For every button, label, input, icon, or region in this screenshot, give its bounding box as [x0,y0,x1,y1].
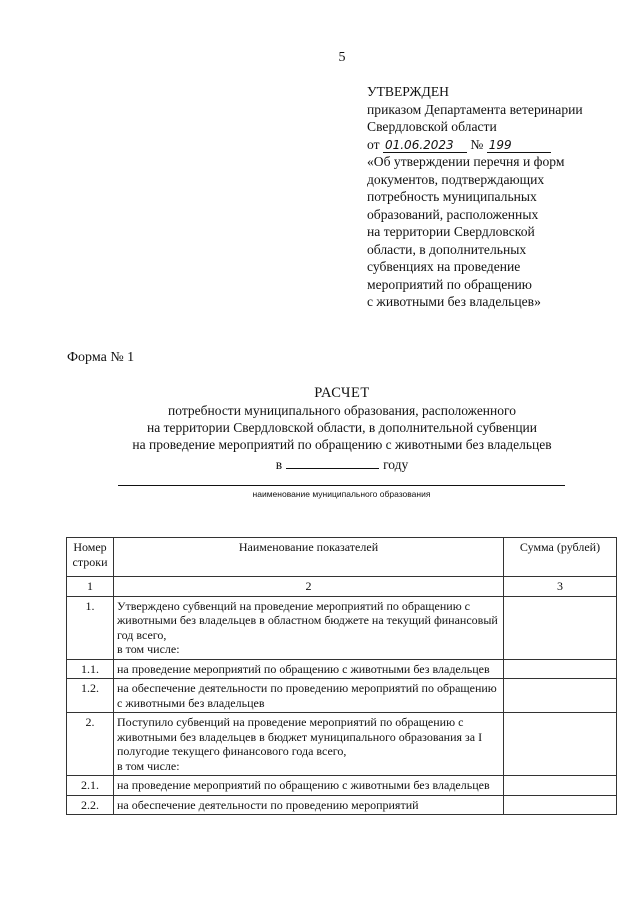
table-row [67,659,617,679]
handwritten-date: 01.06.2023 [383,139,467,153]
handwritten-number: 199 [487,139,551,153]
calculation-table [66,537,617,815]
subtitle-line: на территории Свердловской области, в дополнительной субвенции [146,420,537,435]
table-row [67,776,617,796]
municipality-name-caption: наименование муниципального образования [252,489,431,499]
date-prefix: от [367,136,380,152]
year-prefix: в [275,457,283,472]
approval-title-line: мероприятий по обращению [367,276,532,292]
column-number: 3 [504,577,617,597]
row-sum-cell[interactable] [504,659,617,679]
approval-title-line: документов, подтверждающих [367,171,545,187]
subtitle-line: потребности муниципального образования, расположенного [168,403,516,418]
approval-title-line: «Об утверждении перечня и форм [367,154,565,169]
row-sum-cell[interactable] [504,776,617,796]
row-number: 2.2. [67,795,114,815]
approval-title-line: области, в дополнительных [367,241,527,257]
approval-title-line: субвенциях на проведение [367,259,521,274]
row-sum-cell[interactable] [504,679,617,713]
row-number: 2.1. [67,776,114,796]
row-indicator-text: Утверждено субвенций на проведение мероприятий по обращению с животными без владельцев в областном бюджете на текущий финансовый год всего, [117,598,498,642]
approval-title-line: потребность муниципальных [367,189,537,204]
approval-line-2: Свердловской области [367,119,497,134]
approval-line-1: приказом Департамента ветеринарии [367,101,583,117]
year-line [0,456,640,473]
table-row [67,713,617,776]
number-prefix: № [470,136,484,152]
row-number: 1. [67,596,114,659]
row-sum-cell[interactable] [504,596,617,659]
row-indicator-subtext: в том числе: [117,758,180,773]
subtitle-line: на проведение мероприятий по обращению с животными без владельцев [132,437,552,452]
table-row [67,596,617,659]
row-indicator: на проведение мероприятий по обращению с животными без владельцев [114,659,504,679]
table-row [67,679,617,713]
year-blank[interactable] [286,456,379,469]
table-row [67,795,617,815]
row-indicator: на обеспечение деятельности по проведению мероприятий по обращению с животными без владельцев [114,679,504,713]
approval-block [367,83,637,311]
approval-heading: УТВЕРЖДЕН [367,84,449,99]
document-title: РАСЧЕТ [314,385,370,401]
table-header-row [67,538,617,577]
row-number: 2. [67,713,114,776]
approval-title-line: образований, расположенных [367,206,539,222]
row-sum-cell[interactable] [504,795,617,815]
table-column-number-row [67,577,617,597]
header-row-number: Номер строки [67,538,114,577]
page-number: 5 [338,50,346,65]
approval-title-line: с животными без владельцев» [367,294,541,309]
document-subtitle [0,402,640,453]
row-indicator-subtext: в том числе: [117,642,180,656]
approval-date-line [367,136,637,154]
row-indicator [114,596,504,659]
municipality-name-line[interactable] [118,485,565,486]
form-label: Форма № 1 [67,350,135,365]
header-sum: Сумма (рублей) [504,538,617,577]
row-number: 1.2. [67,679,114,713]
approval-title-line: на территории Свердловской [367,224,535,239]
row-indicator: на проведение мероприятий по обращению с животными без владельцев [114,776,504,796]
row-number: 1.1. [67,659,114,679]
row-indicator-text: Поступило субвенций на проведение мероприятий по обращению с животными без владельцев в бюджет муниципального образования за I полугодие текущего финансового года всего, [117,715,483,758]
header-indicator-name: Наименование показателей [114,538,504,577]
row-sum-cell[interactable] [504,713,617,776]
column-number: 1 [67,577,114,597]
row-indicator [114,713,504,776]
row-indicator: на обеспечение деятельности по проведению мероприятий [114,795,504,815]
year-suffix: году [383,457,409,472]
column-number: 2 [114,577,504,597]
